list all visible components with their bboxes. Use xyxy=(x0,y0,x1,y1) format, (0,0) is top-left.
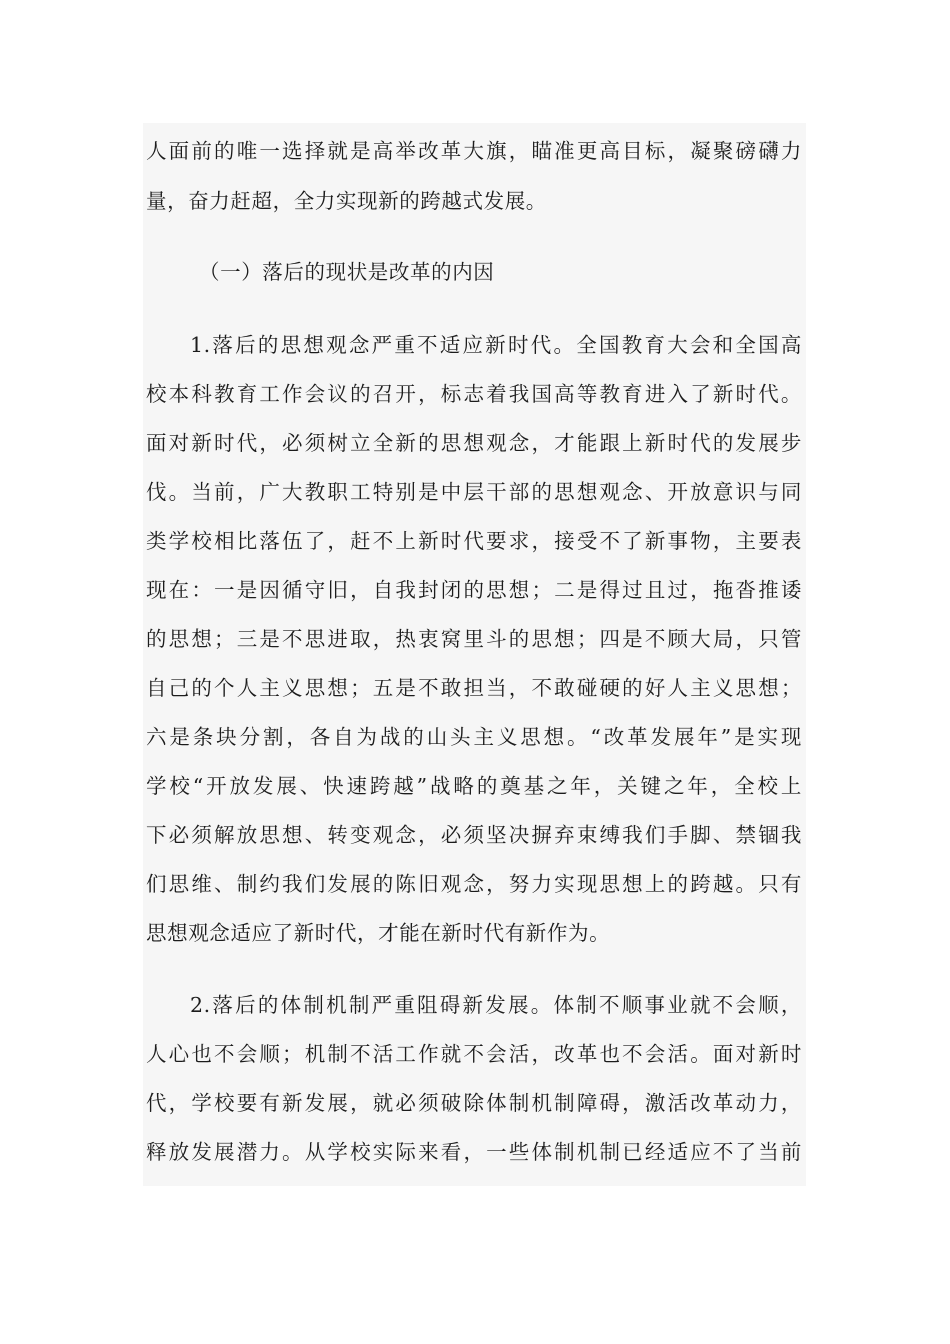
paragraph-1-line: 下必须解放思想、转变观念，必须坚决摒弃束缚我们手脚、禁锢我 xyxy=(146,823,802,847)
text-line: 量，奋力赶超，全力实现新的跨越式发展。 xyxy=(146,189,547,213)
paragraph-2-line: 人心也不会顺；机制不活工作就不会活，改革也不会活。面对新时 xyxy=(146,1042,802,1066)
paragraph-1-line: 1.落后的思想观念严重不适应新时代。全国教育大会和全国高 xyxy=(190,333,802,357)
paragraph-1-line: 学校“开放发展、快速跨越”战略的奠基之年，关键之年，全校上 xyxy=(146,774,802,798)
document-text-block xyxy=(143,123,806,1186)
text-line: 人面前的唯一选择就是高举改革大旗，瞄准更高目标，凝聚磅礴力 xyxy=(146,139,802,163)
paragraph-2-line: 2.落后的体制机制严重阻碍新发展。体制不顺事业就不会顺， xyxy=(190,993,802,1017)
paragraph-1-line: 伐。当前，广大教职工特别是中层干部的思想观念、开放意识与同 xyxy=(146,480,802,504)
paragraph-2-line: 释放发展潜力。从学校实际来看，一些体制机制已经适应不了当前 xyxy=(146,1140,802,1164)
paragraph-1-line: 自己的个人主义思想；五是不敢担当，不敢碰硬的好人主义思想； xyxy=(146,676,802,700)
paragraph-1-line: 六是条块分割，各自为战的山头主义思想。“改革发展年”是实现 xyxy=(146,725,802,749)
paragraph-2-line: 代，学校要有新发展，就必须破除体制机制障碍，激活改革动力， xyxy=(146,1091,802,1115)
paragraph-1-line: 面对新时代，必须树立全新的思想观念，才能跟上新时代的发展步 xyxy=(146,431,802,455)
paragraph-1-line: 思想观念适应了新时代，才能在新时代有新作为。 xyxy=(146,921,611,945)
section-heading: （一）落后的现状是改革的内因 xyxy=(199,260,495,284)
paragraph-1-line: 的思想；三是不思进取，热衷窝里斗的思想；四是不顾大局，只管 xyxy=(146,627,802,651)
paragraph-1-line: 们思维、制约我们发展的陈旧观念，努力实现思想上的跨越。只有 xyxy=(146,872,802,896)
paragraph-1-line: 类学校相比落伍了，赶不上新时代要求，接受不了新事物，主要表 xyxy=(146,529,802,553)
paragraph-1-line: 现在：一是因循守旧，自我封闭的思想；二是得过且过，拖沓推诿 xyxy=(146,578,802,602)
paragraph-1-line: 校本科教育工作会议的召开，标志着我国高等教育进入了新时代。 xyxy=(146,382,802,406)
